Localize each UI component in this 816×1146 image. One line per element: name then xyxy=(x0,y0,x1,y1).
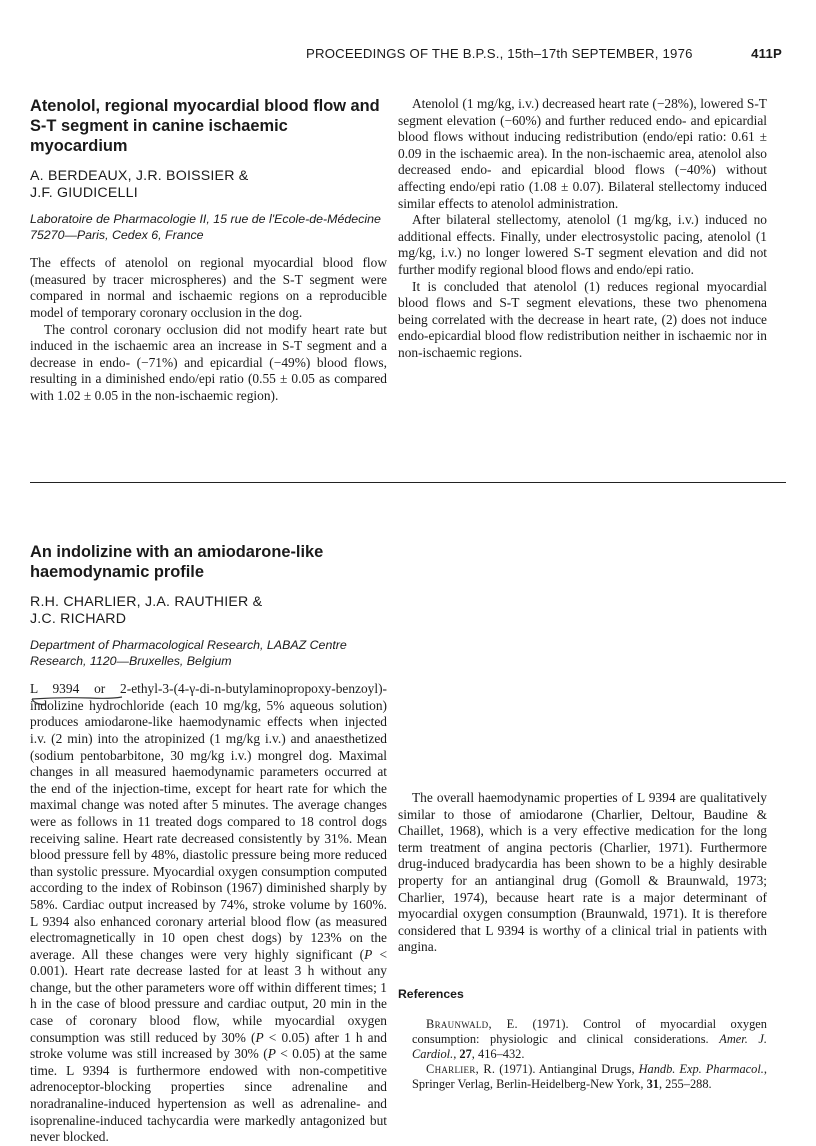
reference-pages: , 255–288. xyxy=(658,1076,712,1091)
p-value-symbol: P xyxy=(255,1029,264,1045)
article1-authors-line2: J.F. GIUDICELLI xyxy=(30,185,138,201)
reference-journal: Handb. Exp. Pharmacol. xyxy=(638,1061,764,1076)
reference-text-2: , Springer Verlag, Berlin-Heidelberg-New York, xyxy=(412,1061,767,1091)
article2-authors xyxy=(30,594,387,628)
reference-item: Braunwald, E. (1971). Control of myocardial oxygen consumption: physiologic and clinical considerations. Amer. J. Cardiol., 27, 416–432. xyxy=(412,1016,767,1061)
reference-item xyxy=(398,1062,767,1092)
article2-paragraph-1-text-c: < 0.05) after 1 h and stroke volume was still increased by 30% ( xyxy=(30,1029,387,1062)
article2-left-column xyxy=(30,542,387,1146)
article1-authors xyxy=(30,168,387,202)
p-value-symbol: P xyxy=(267,1046,276,1062)
article2-paragraph-2: The overall haemodynamic properties of L 9394 are qualitatively similar to those of amiodarone (Charlier, Deltour, Baudine & Chaillet, 1968), which is a very effective medication for the long term treatment of angina pectoris (Charlier, 1971). Furthermore drug-induced bradycardia has been shown to be a highly desirable property for an antianginal drug (Gomoll & Braunwald, 1973; Charlier, 1974), because heart rate is a major determinant of myocardial oxygen consumption (Braunwald, 1971). It is therefore considered that L 9394 is worthy of a clinical trial in patients with angina. xyxy=(398,790,767,955)
article1-right-column xyxy=(398,96,767,362)
article1-authors-line1: A. BERDEAUX, J.R. BOISSIER & xyxy=(30,168,249,184)
reference-volume: 27 xyxy=(459,1046,472,1061)
article2-paragraph-1-text-a: or 2-ethyl-3-(4-γ-di-n-butylaminopropoxy-benzoyl)-indolizine hydrochloride (each 10 mg/kg, 5% aqueous solution) produces amiodarone-like haemodynamic effects when injected i.v. (2 min) into the atropinized (1 mg/kg i.v.) and anaesthetized (sodium pentobarbitone, 30 mg/kg i.v.) mongrel dog. Maximal changes in all measured haemodynamic parameters occurred at the end of the injection-time, except for heart rate for which the maximal change was noted after 5 minutes. The average changes were as follows in 11 treated dogs compared to 18 control dogs receiving saline. Heart rate decreased consistently by 31%. Mean blood pressure fell by 48%, diastolic pressure being more reduced than systolic pressure. Myocardial oxygen consumption computed according to the index of Robinson (1967) diminished sharply by 58%. Cardiac output increased by 74%, stroke volume by 160%. L 9394 also enhanced coronary arterial blood flow (as measured electromagnetically in 10 open chest dogs) by 123% on the average. All these changes were very highly significant ( xyxy=(30,681,388,962)
section-divider xyxy=(30,482,786,483)
article1-left-column xyxy=(30,96,387,405)
compound-name xyxy=(30,681,79,696)
compound-label: L 9394 xyxy=(30,681,80,697)
reference-text: (1971). Antianginal Drugs, xyxy=(495,1061,639,1076)
reference-text: (1971). Control of myocardial oxygen consumption: physiologic and clinical considerations. xyxy=(412,1016,767,1046)
article1-paragraph-1: The effects of atenolol on regional myocardial blood flow (measured by tracer microspheres) and the S-T segment were compared in normal and ischaemic regions on a reproducible model of temporary coronary occlusion in the dog. xyxy=(30,255,387,320)
article2-authors-line2: J.C. RICHARD xyxy=(30,611,127,627)
article1-paragraph-5: It is concluded that atenolol (1) reduces regional myocardial blood flows and S-T segment elevations, these two phenomena being correlated with the decrease in heart rate, (2) does not induce endo-epicardial blood flow redistribution neither in ischaemic nor in non-ischaemic regions. xyxy=(398,278,767,360)
article1-paragraph-3: Atenolol (1 mg/kg, i.v.) decreased heart rate (−28%), lowered S-T segment elevation (−60%) and further reduced endo- and epicardial blood flows without inducing redistribution (endo/epi ratio: 0.61 ± 0.09 in the ischaemic area). In the non-ischaemic area, atenolol also decreased endo- and epicardial blood flows (−40%) without affecting endo/epi ratio (1.08 ± 0.07). Bilateral stellectomy induced similar effects to atenolol administration. xyxy=(398,96,767,211)
article2-right-column xyxy=(398,542,767,1092)
article1-paragraph-2: The control coronary occlusion did not modify heart rate but induced in the ischaemic area an increase in S-T segment and a decrease in endo- (−71%) and epicardial (−49%) blood flows, resulting in a diminished endo/epi ratio (0.55 ± 0.05 as compared with 1.02 ± 0.05 in the non-ischaemic region). xyxy=(30,321,387,403)
running-header xyxy=(306,46,782,66)
running-title: PROCEEDINGS OF THE B.P.S., 15th–17th SEPTEMBER, 1976 xyxy=(306,46,693,61)
references-heading: References xyxy=(398,986,464,1001)
article2-paragraph-1-text-b: < 0.001). Heart rate decrease lasted for at least 3 h without any change, but the other parameters wore off within different times; 1 h in the case of blood pressure and cardiac output, 20 min in the case of coronary blood flow, while myocardial oxygen consumption was still reduced by 30% ( xyxy=(30,946,388,1045)
reference-author: Charlier, R. xyxy=(426,1061,496,1076)
reference-volume: 31 xyxy=(646,1076,659,1091)
article2-paragraph-1 xyxy=(30,681,387,1146)
reference-author: Braunwald, E. xyxy=(426,1016,518,1031)
reference-journal: Amer. J. Cardiol. xyxy=(412,1031,767,1061)
reference-pages: , 416–432. xyxy=(471,1046,525,1061)
article1-affiliation: Laboratoire de Pharmacologie II, 15 rue de l'Ecole-de-Médecine 75270—Paris, Cedex 6, France xyxy=(30,212,381,242)
p-value-symbol: P xyxy=(364,946,373,962)
article2-authors-line1: R.H. CHARLIER, J.A. RAUTHIER & xyxy=(30,594,263,610)
references-section xyxy=(398,986,767,1092)
article1-title: Atenolol, regional myocardial blood flow and S-T segment in canine ischaemic myocardium xyxy=(30,97,380,155)
article2-affiliation: Department of Pharmacological Research, LABAZ Centre Research, 1120—Bruxelles, Belgium xyxy=(30,638,347,668)
article1-paragraph-4: After bilateral stellectomy, atenolol (1 mg/kg, i.v.) induced no additional effects. Finally, under electrosystolic pacing, atenolol (1 mg/kg, i.v.) no longer lowered S-T segment elevation and did not further modify regional blood flows and endo/epi ratio. xyxy=(398,212,767,277)
page-number: 411P xyxy=(751,46,782,61)
article2-paragraph-1-text-d: < 0.05) at the same time. L 9394 is furthermore endowed with non-competitive adrenoceptor-blocking properties since adrenaline and noradranaline-induced hypertension as well as adrenaline- and isoprenaline-induced tachycardia were markedly antagonized but never blocked. xyxy=(30,1046,387,1145)
article2-title: An indolizine with an amiodarone-like haemodynamic profile xyxy=(30,543,324,581)
